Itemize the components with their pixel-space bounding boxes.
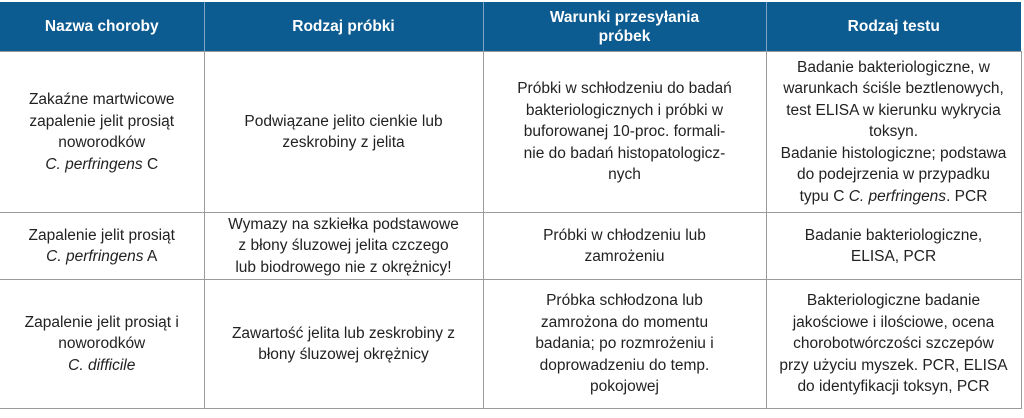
text-segment: doprowadzeniu do temp. — [539, 356, 710, 374]
cell-text-line — [771, 164, 1017, 186]
cell-text-line — [209, 235, 479, 257]
shipping-conditions-cell — [483, 280, 766, 409]
header-row — [0, 2, 1021, 52]
header-test-type — [766, 2, 1021, 52]
cell-text-line — [4, 111, 200, 133]
cell-text-line — [209, 132, 479, 154]
text-segment: Zapalenie jelit prosiąt i — [24, 313, 179, 331]
cell-text-line — [488, 164, 762, 186]
cell-text-line — [771, 121, 1017, 143]
text-segment: zamrożona do momentu — [540, 313, 709, 331]
text-segment: Bakteriologiczne badanie — [806, 292, 981, 310]
cell-text-line — [488, 290, 762, 312]
cell-text-line — [771, 246, 1017, 268]
cell-text-line — [488, 312, 762, 334]
cell-text-line — [209, 323, 479, 345]
cell-text-line — [488, 121, 762, 143]
text-segment: . PCR — [946, 187, 988, 205]
text-segment: Podwiązane jelito cienkie lub — [244, 112, 443, 130]
text-segment: lub biodrowego nie z okrężnicy! — [235, 258, 452, 276]
cell-text-line — [4, 154, 200, 176]
text-segment: Zakaźne martwicowe — [28, 91, 175, 108]
cell-text-line — [209, 214, 479, 236]
cell-text-line — [771, 57, 1017, 79]
text-segment: warunkach ściśle beztlenowych, — [783, 80, 1004, 98]
disease-name-cell — [0, 213, 204, 280]
text-segment: Badanie bakteriologiczne, — [804, 226, 983, 244]
text-segment: jakościowe i ilościowe, ocena — [792, 313, 995, 331]
cell-text-line — [4, 89, 200, 111]
text-segment: test ELISA w kierunku wykrycia — [786, 101, 1001, 119]
text-segment: Badanie histologiczne; podstawa — [780, 144, 1007, 162]
text-segment: Zapalenie jelit prosiąt — [28, 226, 175, 244]
text-segment: C — [142, 155, 159, 173]
sample-type-cell — [204, 280, 483, 409]
cell-text-line — [4, 355, 200, 377]
text-segment: błony śluzowej okrężnicy — [258, 346, 429, 363]
cell-text-line — [488, 376, 762, 398]
shipping-conditions-cell — [483, 52, 766, 213]
text-segment: toksyn. — [868, 123, 919, 141]
text-segment: Wymazy na szkiełka podstawowe — [228, 215, 459, 233]
cell-text-line — [488, 246, 762, 268]
cell-text-line — [4, 225, 200, 247]
disease-name-cell — [0, 280, 204, 409]
cell-text-line — [771, 290, 1017, 312]
cell-text-line — [771, 333, 1017, 355]
cell-text-line — [4, 333, 200, 355]
text-segment: Badanie bakteriologiczne, w — [796, 58, 990, 76]
shipping-conditions-cell — [483, 213, 766, 280]
cell-text-line — [488, 355, 762, 377]
text-segment: do podejrzenia w przypadku — [796, 166, 990, 184]
table-row — [0, 213, 1021, 280]
text-segment: zeskrobiny z jelita — [282, 134, 405, 151]
text-segment: do identyfikacji toksyn, PCR — [797, 378, 990, 396]
text-segment: bakteriologicznych i próbki w — [525, 101, 724, 119]
text-segment: buforowanej 10-proc. formali- — [523, 123, 726, 141]
text-segment: Próbka schłodzona lub — [546, 292, 703, 310]
test-type-cell — [766, 52, 1021, 213]
text-segment: przy użyciu myszek. PCR, ELISA — [779, 356, 1008, 374]
cell-text-line — [488, 100, 762, 122]
text-segment: ELISA, PCR — [850, 248, 937, 265]
cell-text-line — [488, 333, 762, 355]
cell-text-line — [771, 78, 1017, 100]
cell-text-line — [771, 143, 1017, 165]
header-text-line: próbek — [598, 27, 651, 45]
species-name: C. perfringens — [848, 187, 947, 205]
test-type-cell — [766, 213, 1021, 280]
disease-name-cell — [0, 52, 204, 213]
header-text-line: Nazwa choroby — [44, 18, 159, 35]
sample-type-cell — [204, 52, 483, 213]
header-shipping-conditions — [483, 2, 766, 52]
test-type-cell — [766, 280, 1021, 409]
text-segment: z błony śluzowej jelita czczego — [238, 237, 449, 255]
text-segment: typu C — [799, 187, 849, 205]
text-segment: A — [143, 248, 158, 265]
text-segment: noworodków — [58, 134, 146, 151]
header-text-line: Rodzaj testu — [847, 18, 940, 35]
cell-text-line — [771, 312, 1017, 334]
text-segment: zamrożeniu — [584, 248, 665, 265]
text-segment: Zawartość jelita lub zeskrobiny z — [231, 324, 456, 342]
table-row — [0, 52, 1021, 213]
sample-type-cell — [204, 213, 483, 280]
table-row — [0, 280, 1021, 409]
cell-text-line — [209, 111, 479, 133]
cell-text-line — [488, 143, 762, 165]
cell-text-line — [771, 100, 1017, 122]
cell-text-line — [771, 376, 1017, 398]
text-segment: nie do badań histopatologicz- — [523, 144, 726, 162]
header-text-line: Rodzaj próbki — [292, 18, 395, 35]
cell-text-line — [4, 132, 200, 154]
cell-text-line — [488, 78, 762, 100]
species-name: C. perfringens — [45, 155, 143, 173]
text-segment: chorobotwórczości szczepów — [793, 335, 994, 353]
species-name: C. perfringens — [46, 248, 144, 265]
diagnostics-table — [0, 2, 1022, 409]
cell-text-line — [771, 355, 1017, 377]
cell-text-line — [209, 344, 479, 366]
text-segment: Próbki w chłodzeniu lub — [543, 226, 706, 244]
text-segment: zapalenie jelit prosiąt — [29, 112, 175, 130]
header-disease-name — [0, 2, 204, 52]
cell-text-line — [209, 257, 479, 279]
species-name: C. difficile — [68, 356, 136, 374]
text-segment: noworodków — [58, 335, 146, 353]
text-segment: Próbki w schłodzeniu do badań — [517, 80, 732, 98]
cell-text-line — [488, 225, 762, 247]
text-segment: badania; po rozmrożeniu i — [535, 335, 714, 353]
cell-text-line — [771, 186, 1017, 208]
cell-text-line — [4, 312, 200, 334]
cell-text-line — [771, 225, 1017, 247]
text-segment: nych — [608, 166, 641, 184]
cell-text-line — [4, 246, 200, 268]
header-text-line: Warunki przesyłania — [549, 8, 700, 26]
header-sample-type — [204, 2, 483, 52]
text-segment: pokojowej — [590, 378, 659, 396]
